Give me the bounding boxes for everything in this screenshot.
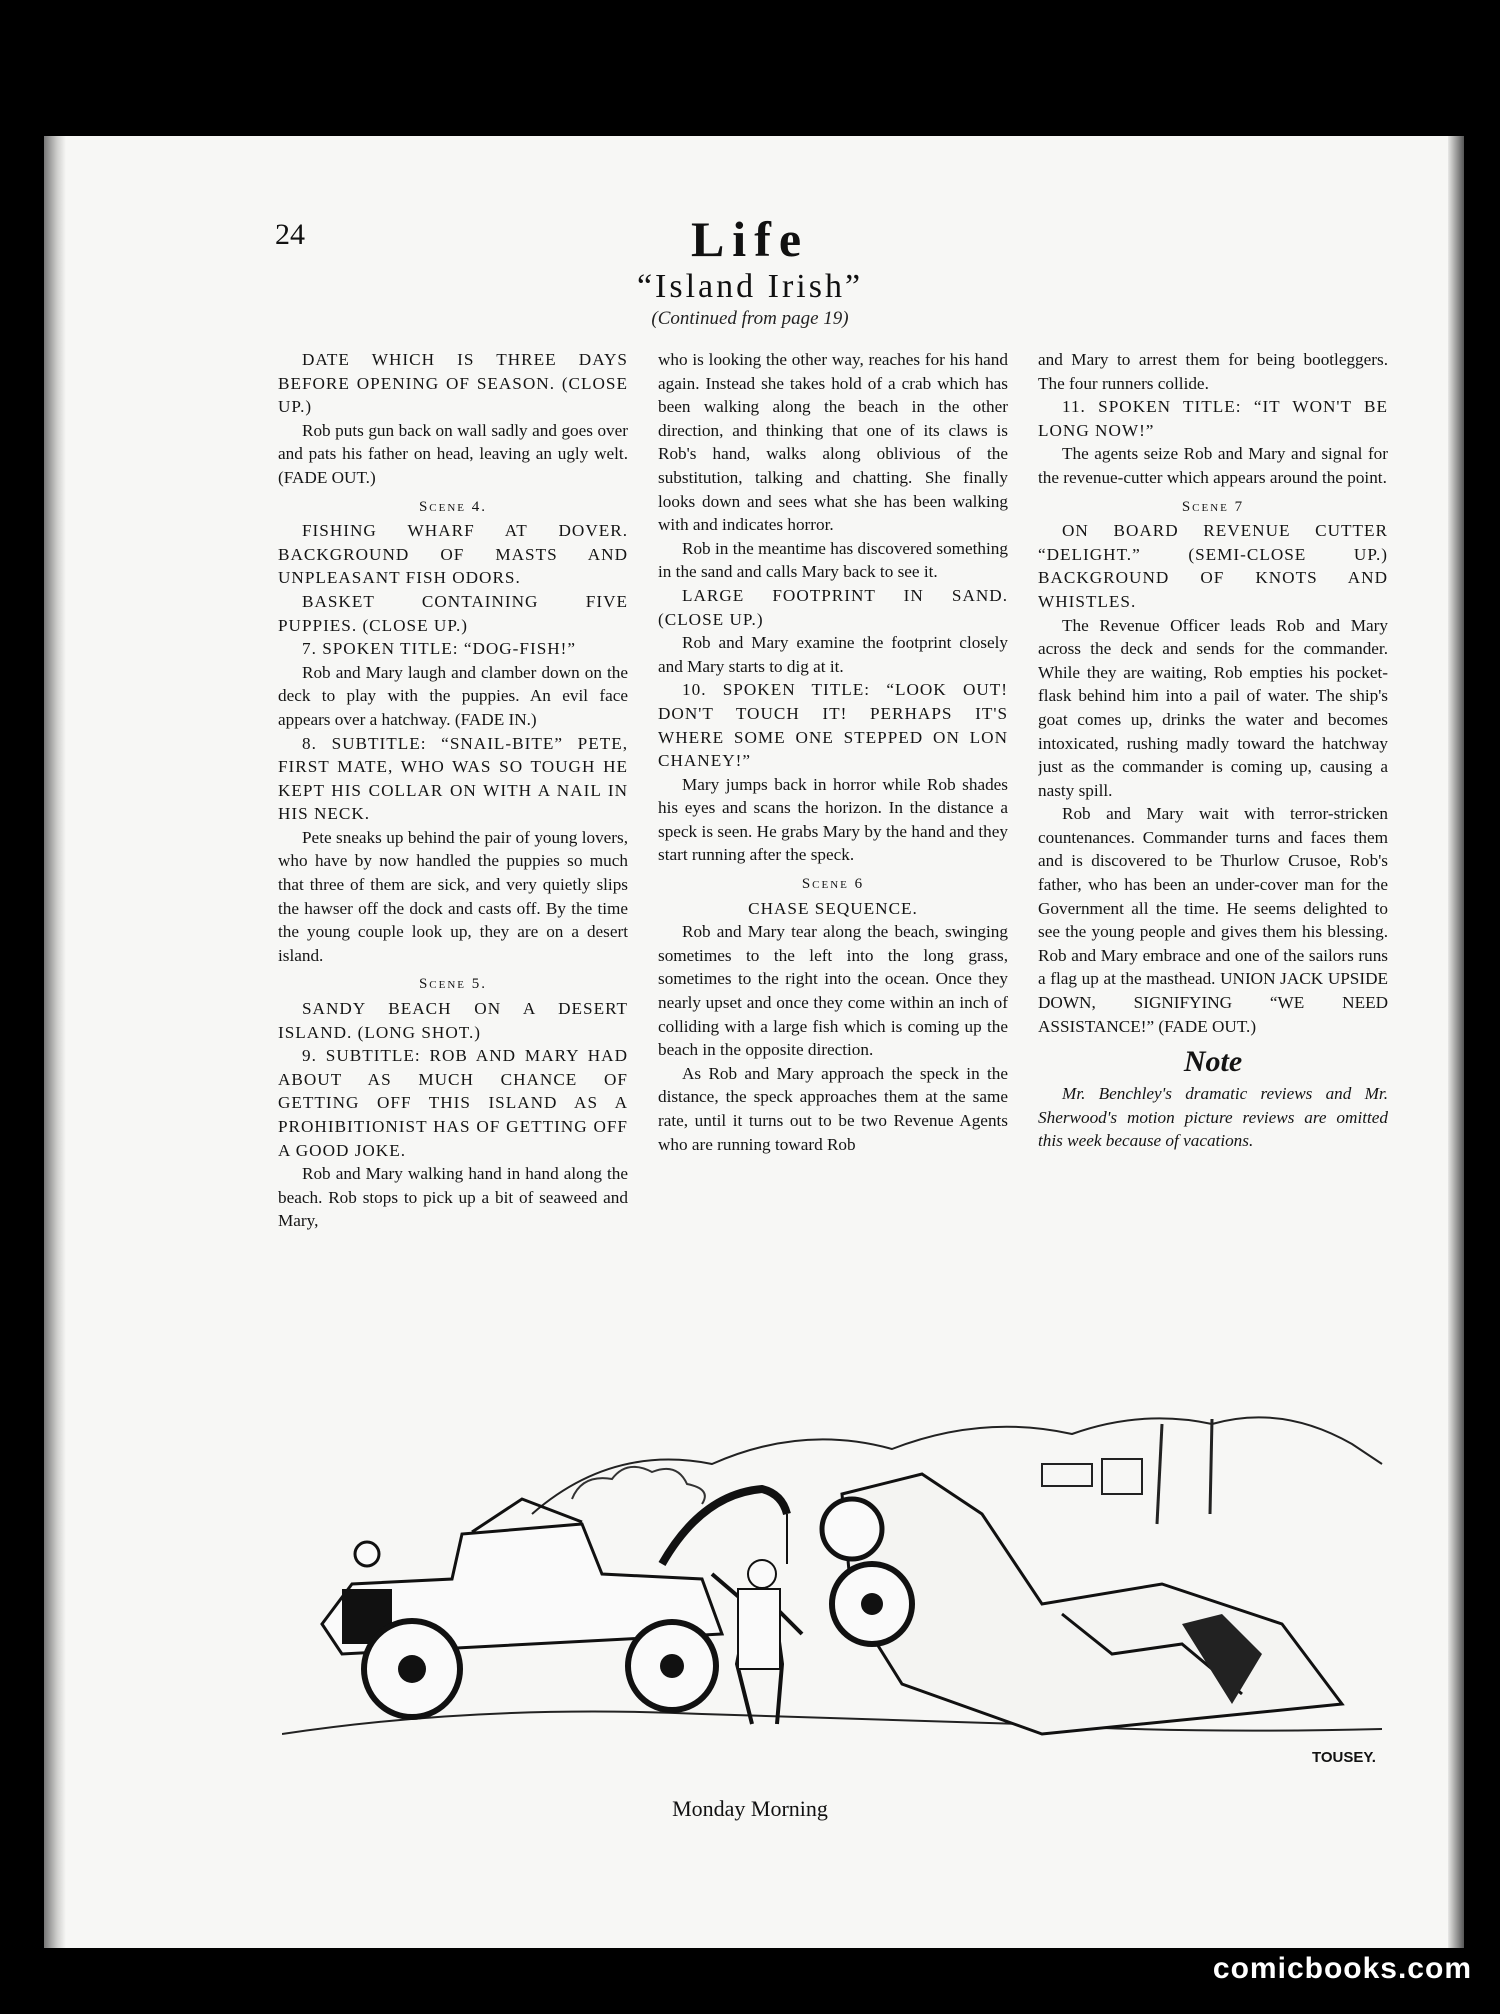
script-direction: 10. SPOKEN TITLE: “LOOK OUT! DON'T TOUCH IT! PERHAPS IT'S WHERE SOME ONE STEPPED ON LON CHANEY!” [658, 680, 1008, 771]
paragraph: The agents seize Rob and Mary and signal for the revenue-cutter which appears around the point. [1038, 444, 1388, 487]
paragraph: Rob puts gun back on wall sadly and goes over and pats his father on head, leaving an ugly welt. (FADE OUT.) [278, 420, 628, 487]
paragraph: As Rob and Mary approach the speck in the distance, the speck approaches them at the same rate, until it turns out to be two Revenue Agents who are running toward Rob [658, 1063, 1008, 1154]
tow-crane [662, 1489, 787, 1564]
paragraph: Rob in the meantime has discovered something in the sand and calls Mary back to see it. [658, 538, 1008, 582]
cartoon-illustration [282, 1404, 1400, 1776]
script-direction: LARGE FOOTPRINT IN SAND. (CLOSE UP.) [658, 585, 1008, 629]
mechanic-figure [712, 1560, 802, 1724]
note-title: Note [1183, 1045, 1243, 1079]
text-column-1 [278, 348, 628, 1390]
text-column-3 [1038, 348, 1388, 1390]
paragraph: The Revenue Officer leads Rob and Mary across the deck and sends for the commander. While they are waiting, Rob empties his pocket-flask behind him into a pail of water. The ship's goat comes up, drinks the water and becomes intoxicated, rushing madly toward the hatchway just as the commander is coming up, causing a nasty spill. [1038, 615, 1388, 800]
note-text: Mr. Benchley's dramatic reviews and Mr. Sherwood's motion picture reviews are omitted this week because of vacations. [1038, 1084, 1388, 1151]
text-column-2 [658, 348, 1008, 1390]
script-direction: BASKET CONTAINING FIVE PUPPIES. (CLOSE UP.) [278, 591, 628, 635]
masthead: Life [690, 211, 810, 267]
paragraph: Rob and Mary wait with terror-stricken countenances. Commander turns and faces them and is discovered to be Thurlow Crusoe, Rob's father, who has been an under-cover man for the Government all the time. He seems delighted to see the young people and gives them his blessing. Rob and Mary embrace and one of the sailors runs a flag up at the masthead. UNION JACK UPSIDE DOWN, SIGNIFYING “WE NEED ASSISTANCE!” (FADE OUT.) [1038, 804, 1388, 1036]
script-direction: DATE WHICH IS THREE DAYS BEFORE OPENING OF SEASON. (CLOSE UP.) [278, 350, 628, 417]
cartoon-caption: Monday Morning [672, 1796, 828, 1821]
script-direction: 11. SPOKEN TITLE: “IT WON'T BE LONG NOW!” [1038, 397, 1388, 440]
paragraph: Mary jumps back in horror while Rob shades his eyes and scans the horizon. In the distance a speck is seen. He grabs Mary by the hand and they start running after the speck. [658, 774, 1008, 865]
paragraph: and Mary to arrest them for being bootleggers. The four runners collide. [1038, 350, 1388, 393]
script-direction: FISHING WHARF AT DOVER. BACKGROUND OF MASTS AND UNPLEASANT FISH ODORS. [278, 521, 628, 588]
scene-heading: Scene 5. [418, 976, 488, 993]
paragraph: Rob and Mary tear along the beach, swinging sometimes to the left into the long grass, sometimes to the right into the ocean. Once they nearly upset and once they come within an inch of colliding with a large fish which is coming up the beach in the opposite direction. [658, 922, 1008, 1060]
scene-heading: Scene 4. [418, 498, 488, 515]
script-direction: 9. SUBTITLE: ROB AND MARY HAD ABOUT AS MUCH CHANCE OF GETTING OFF THIS ISLAND AS A PROHIBITIONIST HAS OF GETTING OFF A GOOD JOKE. [278, 1046, 628, 1160]
page-binding-shadow [44, 136, 66, 1948]
scene-heading: Scene 7 [1181, 498, 1245, 515]
touring-car [322, 1499, 722, 1717]
script-direction: 8. SUBTITLE: “SNAIL-BITE” PETE, FIRST MATE, WHO WAS SO TOUGH HE KEPT HIS COLLAR ON WITH A NAIL IN HIS NECK. [278, 733, 628, 824]
scene-heading: Scene 6 [801, 876, 865, 893]
paragraph: Rob and Mary walking hand in hand along the beach. Rob stops to pick up a bit of seaweed and Mary, [278, 1164, 628, 1231]
continued-note: (Continued from page 19) [651, 308, 849, 329]
page-edge-shadow [1448, 136, 1464, 1948]
script-direction: CHASE SEQUENCE. [748, 898, 918, 918]
page-number: 24 [275, 218, 305, 251]
paragraph: Pete sneaks up behind the pair of young lovers, who have by now handled the puppies so much that three of them are sick, and very quietly slips the hawser off the dock and casts off. By the time the young couple look up, they are on a desert island. [278, 827, 628, 965]
script-direction: ON BOARD REVENUE CUTTER “DELIGHT.” (SEMI-CLOSE UP.) BACKGROUND OF KNOTS AND WHISTLES. [1038, 521, 1388, 611]
script-direction: SANDY BEACH ON A DESERT ISLAND. (LONG SHOT.) [278, 999, 628, 1042]
wrecked-car [822, 1474, 1342, 1734]
article-headline: “Island Irish” [636, 268, 864, 305]
paragraph: who is looking the other way, reaches for his hand again. Instead she takes hold of a crab which has been walking along the beach in the other direction, and thinking that one of its claws is Rob's hand, walks along oblivious of the substitution, talking and chatting. She finally looks down and sees what she has been walking with and indicates horror. [658, 350, 1008, 535]
cartoon-cloud [572, 1467, 705, 1504]
paragraph: Rob and Mary laugh and clamber down on the deck to play with the puppies. An evil face appears over a hatchway. (FADE IN.) [278, 662, 628, 729]
script-direction: 7. SPOKEN TITLE: “DOG-FISH!” [302, 639, 577, 659]
site-watermark: comicbooks.com [1212, 1952, 1472, 1985]
cartoon-signature: TOUSEY. [1312, 1749, 1376, 1766]
paragraph: Rob and Mary examine the footprint closely and Mary starts to dig at it. [658, 633, 1008, 676]
